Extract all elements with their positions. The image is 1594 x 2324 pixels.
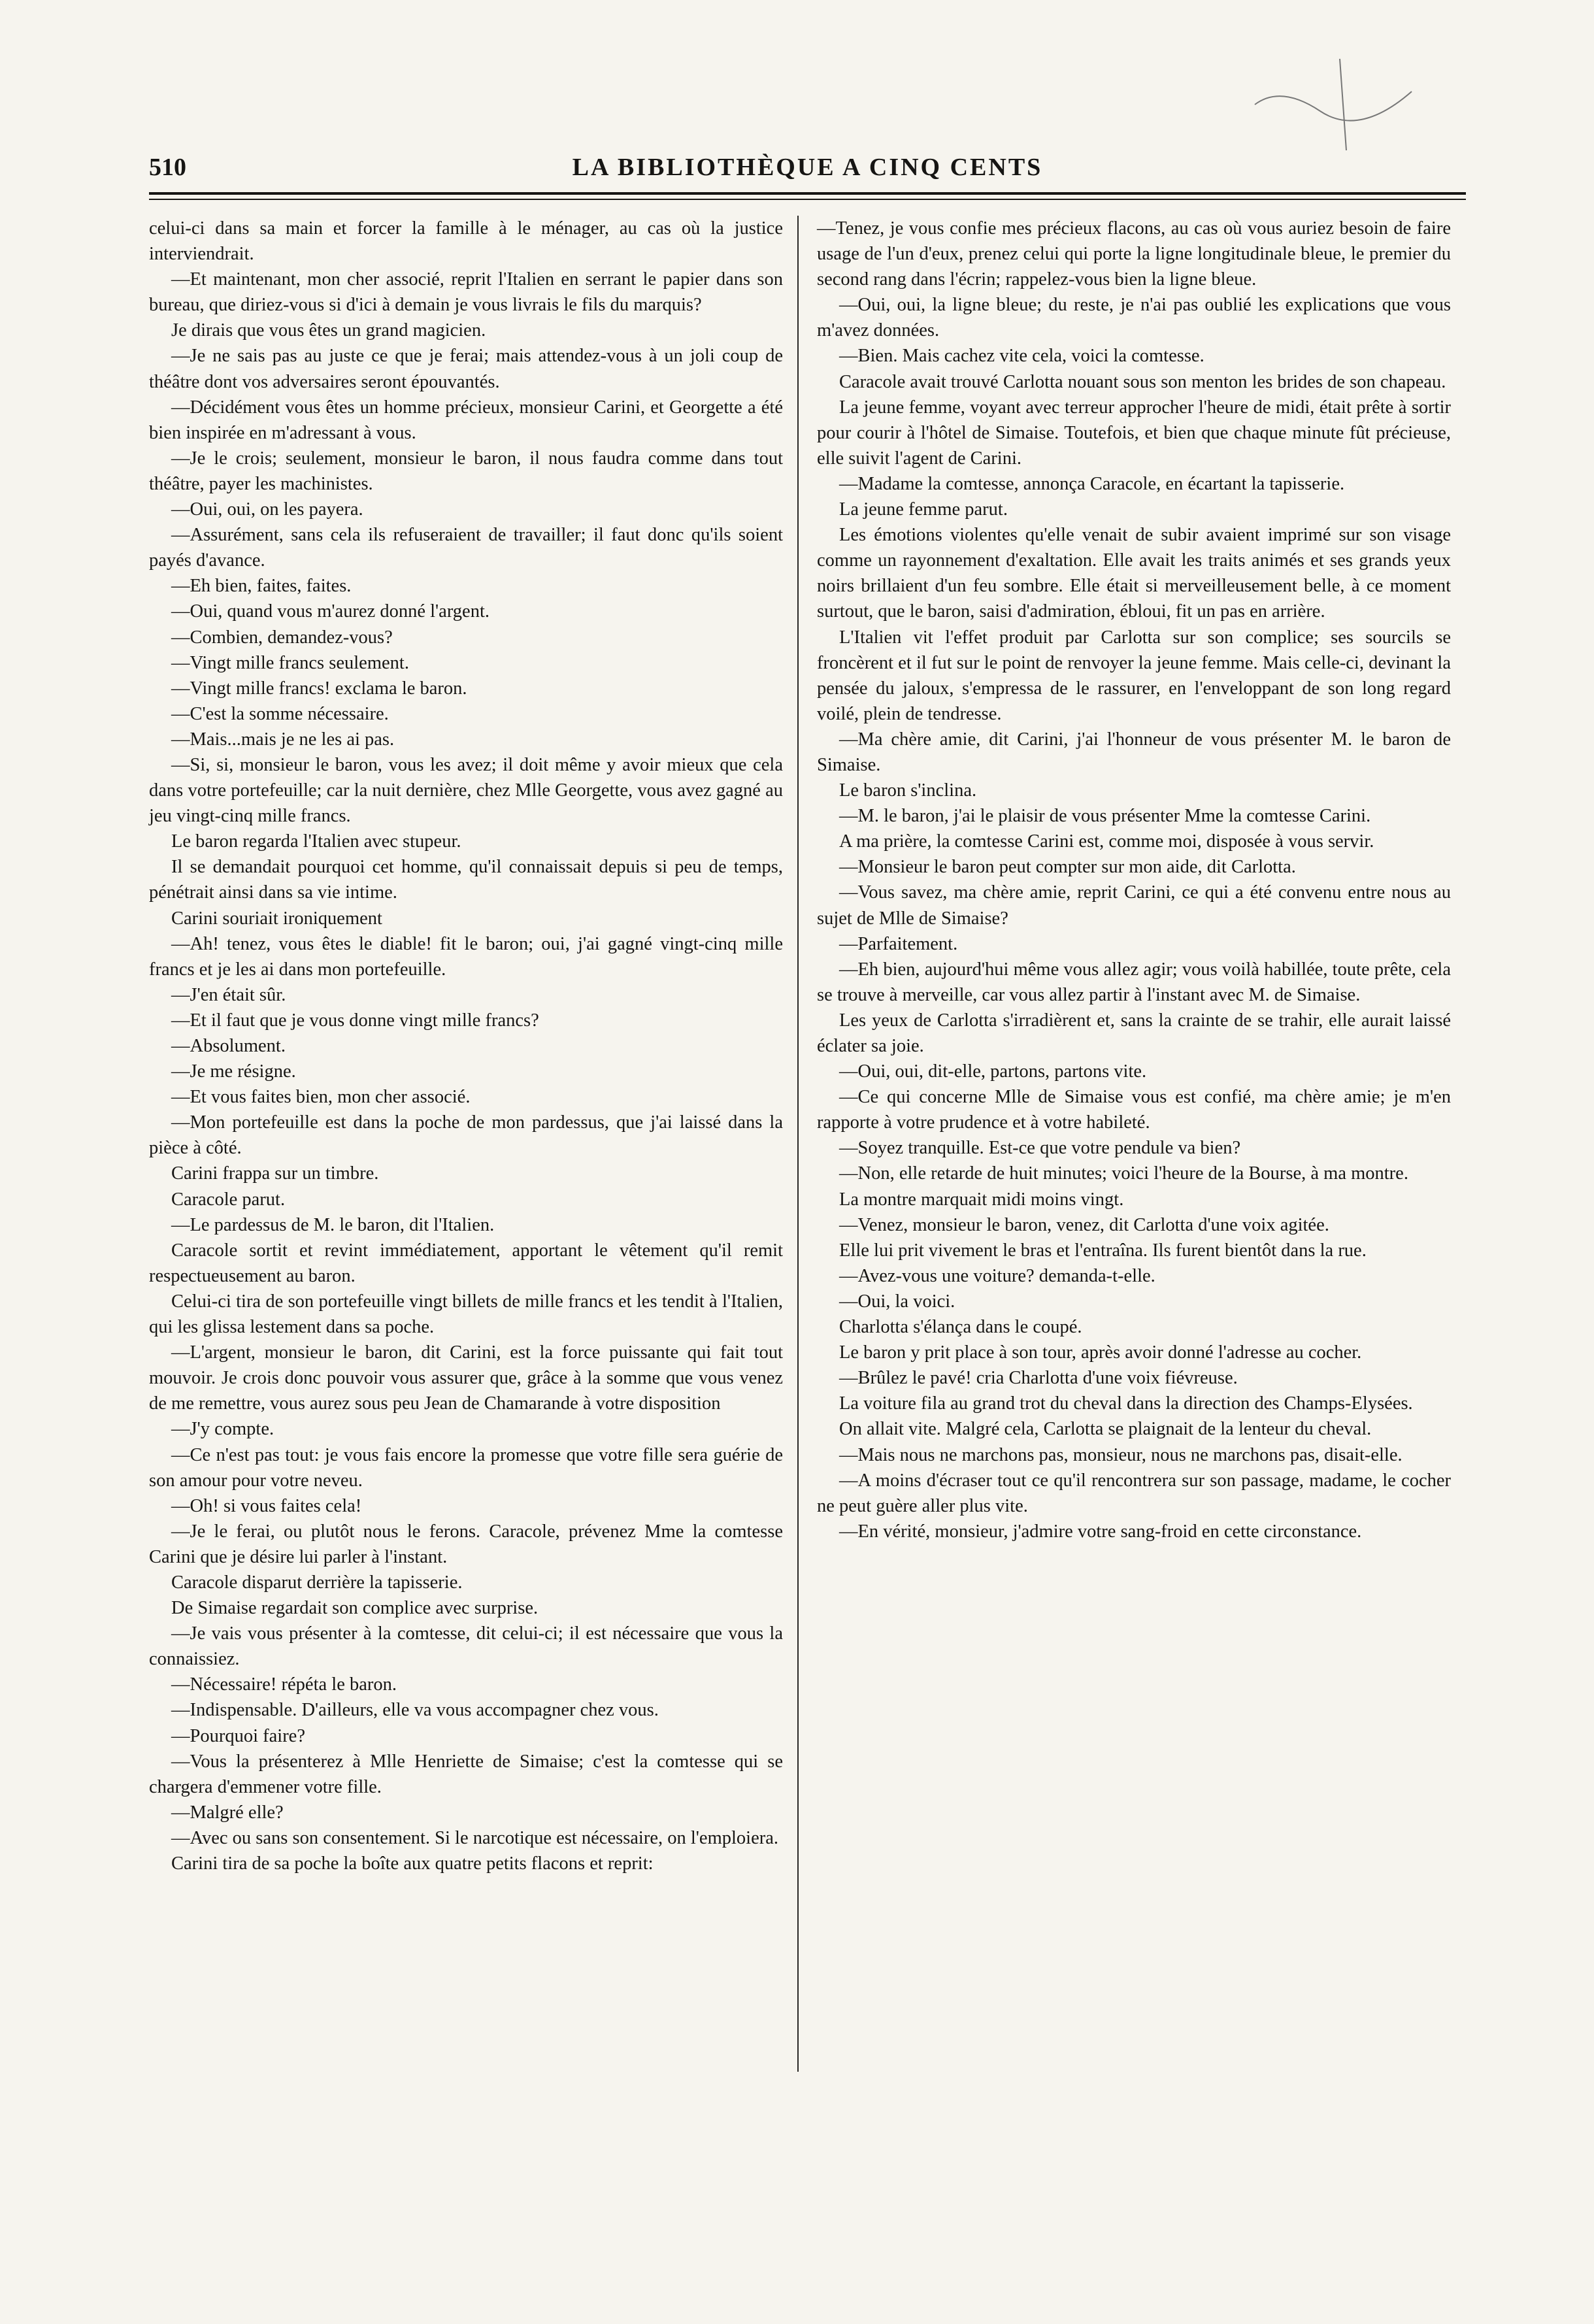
header-rule-thick — [149, 192, 1466, 195]
paragraph: —Mon portefeuille est dans la poche de mon pardessus, que j'ai laissé dans la pièce à côté. — [149, 1112, 783, 1159]
paragraph: L'Italien vit l'effet produit par Carlotta sur son complice; ses sourcils se froncèrent et il fut sur le point de renvoyer la jeune femme. Mais celle-ci, devinant la pensée du jaloux, s'empressa de le rassurer, en l'enveloppant de son long regard voilé, plein de tendresse. — [817, 627, 1451, 724]
page-header — [149, 148, 1466, 187]
paragraph: —Et maintenant, mon cher associé, reprit l'Italien en serrant le papier dans son bureau, que diriez-vous si d'ici à demain je vous livrais le fils du marquis? — [149, 269, 783, 316]
paragraph: —Oui, oui, la ligne bleue; du reste, je n'ai pas oublié les explications que vous m'avez données. — [817, 295, 1451, 341]
paragraph: —Avec ou sans son consentement. Si le narcotique est nécessaire, on l'emploiera. — [171, 1827, 778, 1848]
paragraph: Le baron s'inclina. — [839, 780, 977, 801]
paragraph: De Simaise regardait son complice avec surprise. — [171, 1598, 539, 1619]
right-column — [817, 216, 1451, 1544]
paragraph: —C'est la somme nécessaire. — [171, 703, 389, 724]
paragraph: —J'en était sûr. — [171, 984, 286, 1005]
paragraph: Carini frappa sur un timbre. — [171, 1163, 379, 1184]
paragraph: —Nécessaire! répéta le baron. — [171, 1674, 397, 1695]
paragraph: —Soyez tranquille. Est-ce que votre pendule va bien? — [839, 1138, 1241, 1159]
paragraph: —Vous savez, ma chère amie, reprit Carini, ce qui a été convenu entre nous au sujet de Mlle de Simaise? — [817, 882, 1451, 929]
paragraph: —Je le ferai, ou plutôt nous le ferons. Caracole, prévenez Mme la comtesse Carini que je désire lui parler à l'instant. — [149, 1521, 783, 1567]
paragraph: Charlotta s'élança dans le coupé. — [839, 1317, 1082, 1338]
paragraph: —Mais nous ne marchons pas, monsieur, nous ne marchons pas, disait-elle. — [839, 1444, 1403, 1465]
paragraph: —Je ne sais pas au juste ce que je ferai; mais attendez-vous à un joli coup de théâtre dont vos adversaires seront épouvantés. — [149, 346, 783, 392]
paragraph: —Vous la présenterez à Mlle Henriette de Simaise; c'est la comtesse qui se chargera d'emmener votre fille. — [149, 1751, 783, 1797]
paragraph: —Oh! si vous faites cela! — [171, 1495, 362, 1516]
paragraph: La jeune femme, voyant avec terreur approcher l'heure de midi, était prête à sortir pour courir à l'hôtel de Simaise. Toutefois, et bien que chaque minute fût précieuse, elle suivit l'agent de Carini. — [817, 397, 1451, 469]
paragraph: —Monsieur le baron peut compter sur mon aide, dit Carlotta. — [839, 857, 1296, 878]
paragraph: —Non, elle retarde de huit minutes; voici l'heure de la Bourse, à ma montre. — [839, 1163, 1408, 1184]
paragraph: —Eh bien, aujourd'hui même vous allez agir; vous voilà habillée, toute prête, cela se trouve à merveille, car vous allez partir à l'instant avec M. de Simaise. — [817, 959, 1451, 1005]
paragraph: —Parfaitement. — [839, 933, 958, 954]
left-column — [149, 216, 783, 1876]
paragraph: Caracole disparut derrière la tapisserie. — [171, 1572, 463, 1593]
paragraph: Celui-ci tira de son portefeuille vingt billets de mille francs et les tendit à l'Italien, qui les glissa lestement dans sa poche. — [149, 1291, 783, 1338]
paragraph: —Vingt mille francs! exclama le baron. — [171, 678, 467, 699]
page-number: 510 — [149, 154, 186, 181]
paragraph: —Et il faut que je vous donne vingt mille francs? — [171, 1010, 539, 1031]
paragraph: —L'argent, monsieur le baron, dit Carini, est la force puissante qui fait tout mouvoir. Je crois donc pouvoir vous assurer que, grâce à la somme que vous venez de me remettre, vous aurez sous peu Jean de Chamarande à votre disposition — [149, 1342, 783, 1414]
paragraph: On allait vite. Malgré cela, Carlotta se plaignait de la lenteur du cheval. — [839, 1419, 1372, 1440]
paragraph: —Je me résigne. — [171, 1061, 296, 1082]
paragraph: celui-ci dans sa main et forcer la famille à le ménager, au cas où la justice interviendrait. — [149, 218, 783, 265]
paragraph: —Décidément vous êtes un homme précieux, monsieur Carini, et Georgette a été bien inspirée en m'adressant à vous. — [149, 397, 783, 443]
paragraph: —Le pardessus de M. le baron, dit l'Italien. — [171, 1214, 495, 1235]
paragraph: Je dirais que vous êtes un grand magicien. — [171, 320, 486, 341]
paragraph: —Oui, quand vous m'aurez donné l'argent. — [171, 601, 490, 622]
paragraph: —Venez, monsieur le baron, venez, dit Carlotta d'une voix agitée. — [839, 1214, 1329, 1235]
paragraph: Il se demandait pourquoi cet homme, qu'il connaissait depuis si peu de temps, pénétrait ainsi dans sa vie intime. — [149, 857, 783, 903]
header-rule-thin — [149, 199, 1466, 200]
paragraph: —Ce n'est pas tout: je vous fais encore la promesse que votre fille sera guérie de son amour pour votre neveu. — [149, 1444, 783, 1491]
paragraph: Le baron regarda l'Italien avec stupeur. — [171, 831, 461, 852]
paragraph: —Je le crois; seulement, monsieur le baron, il nous faudra comme dans tout théâtre, payer les machinistes. — [149, 448, 783, 494]
paragraph: Carini tira de sa poche la boîte aux quatre petits flacons et reprit: — [171, 1853, 654, 1874]
paragraph: —Brûlez le pavé! cria Charlotta d'une voix fiévreuse. — [839, 1368, 1238, 1389]
paragraph: Caracole parut. — [171, 1189, 286, 1210]
paragraph: —Mais...mais je ne les ai pas. — [171, 729, 395, 750]
pencil-scribble — [1242, 46, 1438, 163]
paragraph: —Malgré elle? — [171, 1802, 284, 1823]
paragraph: —M. le baron, j'ai le plaisir de vous présenter Mme la comtesse Carini. — [839, 806, 1371, 827]
paragraph: —Ma chère amie, dit Carini, j'ai l'honneur de vous présenter M. le baron de Simaise. — [817, 729, 1451, 775]
paragraph: —Absolument. — [171, 1036, 286, 1056]
paragraph: —Assurément, sans cela ils refuseraient de travailler; il faut donc qu'ils soient payés d'avance. — [149, 525, 783, 571]
paragraph: La jeune femme parut. — [839, 499, 1008, 520]
paragraph: —Je vais vous présenter à la comtesse, dit celui-ci; il est nécessaire que vous la connaissiez. — [149, 1623, 783, 1670]
paragraph: —Si, si, monsieur le baron, vous les avez; il doit même y avoir mieux que cela dans votre portefeuille; car la nuit dernière, chez Mlle Georgette, vous avez gagné au jeu vingt-cinq mille francs. — [149, 754, 783, 827]
paragraph: —Indispensable. D'ailleurs, elle va vous accompagner chez vous. — [171, 1700, 659, 1721]
running-title: LA BIBLIOTHÈQUE A CINQ CENTS — [572, 154, 1043, 181]
paragraph: Le baron y prit place à son tour, après avoir donné l'adresse au cocher. — [839, 1342, 1362, 1363]
paragraph: Carini souriait ironiquement — [171, 908, 382, 929]
paragraph: —Oui, oui, on les payera. — [171, 499, 363, 520]
paragraph: Caracole avait trouvé Carlotta nouant sous son menton les brides de son chapeau. — [839, 371, 1446, 392]
paragraph: Caracole sortit et revint immédiatement, apportant le vêtement qu'il remit respectueusement au baron. — [149, 1240, 783, 1286]
paragraph: —Ah! tenez, vous êtes le diable! fit le baron; oui, j'ai gagné vingt-cinq mille francs et je les ai dans mon portefeuille. — [149, 933, 783, 980]
paragraph: —Pourquoi faire? — [171, 1725, 305, 1746]
paragraph: —Oui, oui, dit-elle, partons, partons vite. — [839, 1061, 1147, 1082]
paragraph: —Et vous faites bien, mon cher associé. — [171, 1087, 471, 1108]
paragraph: La voiture fila au grand trot du cheval dans la direction des Champs-Elysées. — [839, 1393, 1413, 1414]
paragraph: La montre marquait midi moins vingt. — [839, 1189, 1124, 1210]
paragraph: —Eh bien, faites, faites. — [171, 576, 352, 597]
paragraph: Elle lui prit vivement le bras et l'entraîna. Ils furent bientôt dans la rue. — [839, 1240, 1367, 1261]
paragraph: Les yeux de Carlotta s'irradièrent et, sans la crainte de se trahir, elle aurait laissé éclater sa joie. — [817, 1010, 1451, 1056]
paragraph: —Oui, la voici. — [839, 1291, 955, 1312]
column-divider — [797, 216, 799, 2072]
paragraph: —A moins d'écraser tout ce qu'il rencontrera sur son passage, madame, le cocher ne peut guère aller plus vite. — [817, 1470, 1451, 1516]
paragraph: —J'y compte. — [171, 1419, 274, 1440]
paragraph: —Vingt mille francs seulement. — [171, 652, 409, 673]
paragraph: —Tenez, je vous confie mes précieux flacons, au cas où vous auriez besoin de faire usage de l'un d'eux, prenez celui qui porte la ligne longitudinale bleue, le premier du second rang dans l'écrin; rappelez-vous bien la ligne bleue. — [817, 218, 1451, 290]
paragraph: Les émotions violentes qu'elle venait de subir avaient imprimé sur son visage comme un rayonnement d'exaltation. Elle avait les traits animés et ses grands yeux noirs brillaient d'un feu sombre. Elle était si merveilleusement belle, à ce moment surtout, que le baron, saisi d'admiration, ébloui, fit un pas en arrière. — [817, 525, 1451, 622]
paragraph: —Bien. Mais cachez vite cela, voici la comtesse. — [839, 346, 1204, 367]
paragraph: A ma prière, la comtesse Carini est, comme moi, disposée à vous servir. — [839, 831, 1374, 852]
paragraph: —Ce qui concerne Mlle de Simaise vous est confié, ma chère amie; je m'en rapporte à votre prudence et à votre habileté. — [817, 1087, 1451, 1133]
paragraph: —En vérité, monsieur, j'admire votre sang-froid en cette circonstance. — [839, 1521, 1362, 1542]
paragraph: —Avez-vous une voiture? demanda-t-elle. — [839, 1265, 1155, 1286]
paragraph: —Combien, demandez-vous? — [171, 627, 393, 648]
paragraph: —Madame la comtesse, annonça Caracole, en écartant la tapisserie. — [839, 473, 1345, 494]
